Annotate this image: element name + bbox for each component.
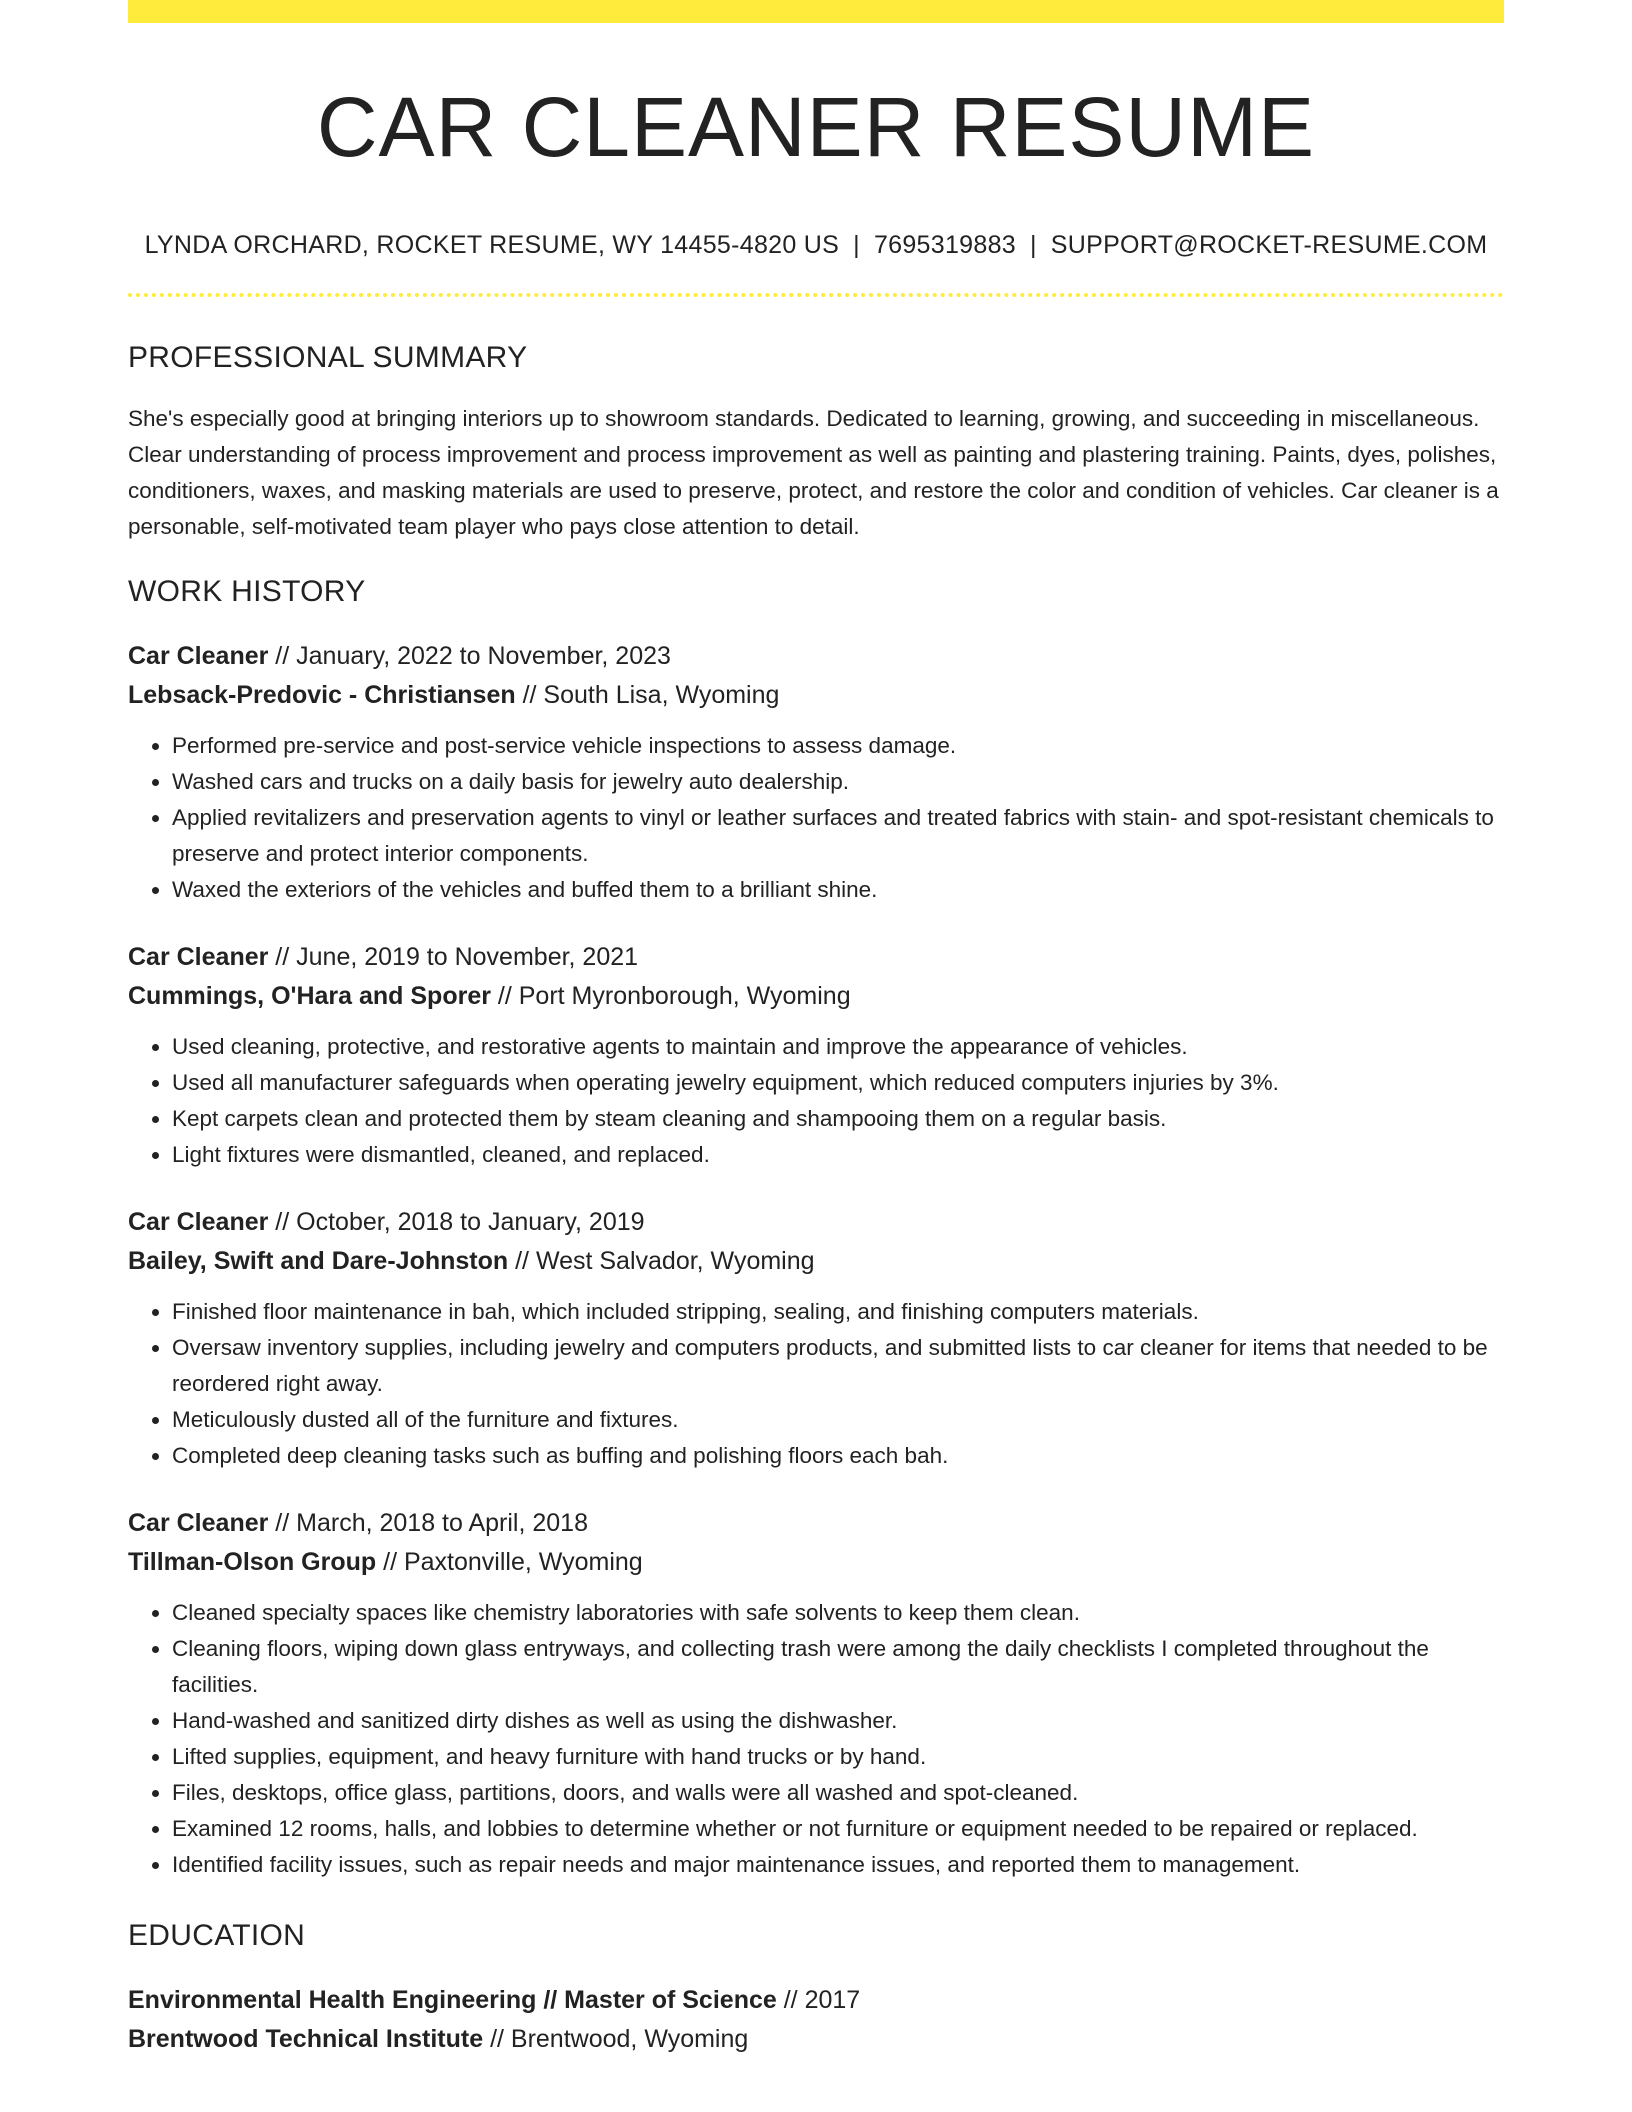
contact-email: SUPPORT@ROCKET-RESUME.COM: [1050, 231, 1488, 260]
job-bullet-list: [128, 1029, 1504, 1173]
education-school-line: [128, 2020, 1504, 2059]
resume-title: CAR CLEANER RESUME: [316, 80, 1316, 174]
job-entry: [128, 1203, 1504, 1474]
job-title: Car Cleaner: [128, 1208, 269, 1237]
job-bullet: • Meticulously dusted all of the furniture and fixtures.: [172, 1402, 1504, 1438]
job-bullet: • Light fixtures were dismantled, cleaned, and replaced.: [172, 1137, 1504, 1173]
dotted-divider: [128, 293, 1504, 297]
job-bullet: • Completed deep cleaning tasks such as buffing and polishing floors each bah.: [172, 1438, 1504, 1474]
job-company: Lebsack-Predovic - Christiansen: [128, 681, 516, 710]
job-entry: [128, 637, 1504, 908]
job-bullet: • Kept carpets clean and protected them by steam cleaning and shampooing them on a regular basis.: [172, 1101, 1504, 1137]
job-title-line: [128, 1504, 1504, 1543]
job-bullet-list: [128, 1595, 1504, 1883]
job-location: // South Lisa, Wyoming: [515, 681, 780, 710]
job-bullet: • Hand-washed and sanitized dirty dishes as well as using the dishwasher.: [172, 1703, 1504, 1739]
job-title: Car Cleaner: [128, 642, 269, 671]
job-dates: // March, 2018 to April, 2018: [268, 1509, 588, 1538]
job-title-line: [128, 637, 1504, 676]
job-bullet-list: [128, 1294, 1504, 1474]
job-title-line: [128, 938, 1504, 977]
job-bullet: • Used cleaning, protective, and restorative agents to maintain and improve the appearance of vehicles.: [172, 1029, 1504, 1065]
contact-separator: |: [1029, 231, 1037, 260]
job-location: // Port Myronborough, Wyoming: [490, 982, 851, 1011]
job-bullet: • Lifted supplies, equipment, and heavy furniture with hand trucks or by hand.: [172, 1739, 1504, 1775]
job-bullet: • Identified facility issues, such as repair needs and major maintenance issues, and reported them to management.: [172, 1847, 1504, 1883]
job-entry: [128, 1504, 1504, 1883]
job-dates: // January, 2022 to November, 2023: [268, 642, 671, 671]
job-company-line: [128, 676, 1504, 715]
education-entry: [128, 1981, 1504, 2059]
education-location: // Brentwood, Wyoming: [483, 2025, 749, 2054]
job-dates: // October, 2018 to January, 2019: [268, 1208, 645, 1237]
job-bullet: • Applied revitalizers and preservation agents to vinyl or leather surfaces and treated fabrics with stain- and spot-resistant chemicals to preserve and protect interior components.: [172, 800, 1504, 872]
work-history-heading: WORK HISTORY: [128, 575, 366, 609]
job-bullet: • Oversaw inventory supplies, including jewelry and computers products, and submitted lists to car cleaner for items that needed to be reordered right away.: [172, 1330, 1504, 1402]
job-dates: // June, 2019 to November, 2021: [268, 943, 639, 972]
job-bullet: • Finished floor maintenance in bah, which included stripping, sealing, and finishing computers materials.: [172, 1294, 1504, 1330]
job-title: Car Cleaner: [128, 943, 269, 972]
contact-line: [128, 231, 1504, 260]
job-bullet: • Cleaned specialty spaces like chemistry laboratories with safe solvents to keep them clean.: [172, 1595, 1504, 1631]
job-bullet: • Examined 12 rooms, halls, and lobbies to determine whether or not furniture or equipment needed to be repaired or replaced.: [172, 1811, 1504, 1847]
resume-content: [128, 23, 1504, 2059]
job-bullet: • Performed pre-service and post-service vehicle inspections to assess damage.: [172, 728, 1504, 764]
summary-heading: PROFESSIONAL SUMMARY: [128, 341, 528, 375]
summary-text: She's especially good at bringing interiors up to showroom standards. Dedicated to learning, growing, and succeeding in miscellaneous. Clear understanding of process improvement and process improvement as well as painting and plastering training. Paints, dyes, polishes, conditioners, waxes, and masking materials are used to preserve, protect, and restore the color and condition of vehicles. Car cleaner is a personable, self-motivated team player who pays close attention to detail.: [128, 406, 1499, 540]
job-company-line: [128, 1242, 1504, 1281]
education-degree: Environmental Health Engineering // Master of Science: [128, 1986, 777, 2015]
job-company-line: [128, 977, 1504, 1016]
contact-phone: 7695319883: [873, 231, 1016, 260]
job-entry: [128, 938, 1504, 1173]
job-location: // West Salvador, Wyoming: [508, 1247, 815, 1276]
job-bullet: • Files, desktops, office glass, partitions, doors, and walls were all washed and spot-cleaned.: [172, 1775, 1504, 1811]
job-title-line: [128, 1203, 1504, 1242]
job-bullet: • Waxed the exteriors of the vehicles and buffed them to a brilliant shine.: [172, 872, 1504, 908]
job-company: Tillman-Olson Group: [128, 1548, 377, 1577]
job-bullet: • Washed cars and trucks on a daily basis for jewelry auto dealership.: [172, 764, 1504, 800]
job-bullet: • Used all manufacturer safeguards when operating jewelry equipment, which reduced computers injuries by 3%.: [172, 1065, 1504, 1101]
education-degree-line: [128, 1981, 1504, 2020]
job-location: // Paxtonville, Wyoming: [376, 1548, 643, 1577]
contact-address: LYNDA ORCHARD, ROCKET RESUME, WY 14455-4820 US: [144, 231, 840, 260]
job-company-line: [128, 1543, 1504, 1582]
education-heading: EDUCATION: [128, 1919, 306, 1953]
contact-separator: |: [853, 231, 860, 260]
job-company: Cummings, O'Hara and Sporer: [128, 982, 491, 1011]
job-bullet-list: [128, 728, 1504, 908]
education-year: // 2017: [776, 1986, 861, 2015]
job-company: Bailey, Swift and Dare-Johnston: [128, 1247, 509, 1276]
education-school: Brentwood Technical Institute: [128, 2025, 484, 2054]
job-title: Car Cleaner: [128, 1509, 269, 1538]
job-bullet: • Cleaning floors, wiping down glass entryways, and collecting trash were among the daily checklists I completed throughout the facilities.: [172, 1631, 1504, 1703]
accent-top-bar: [128, 0, 1504, 23]
